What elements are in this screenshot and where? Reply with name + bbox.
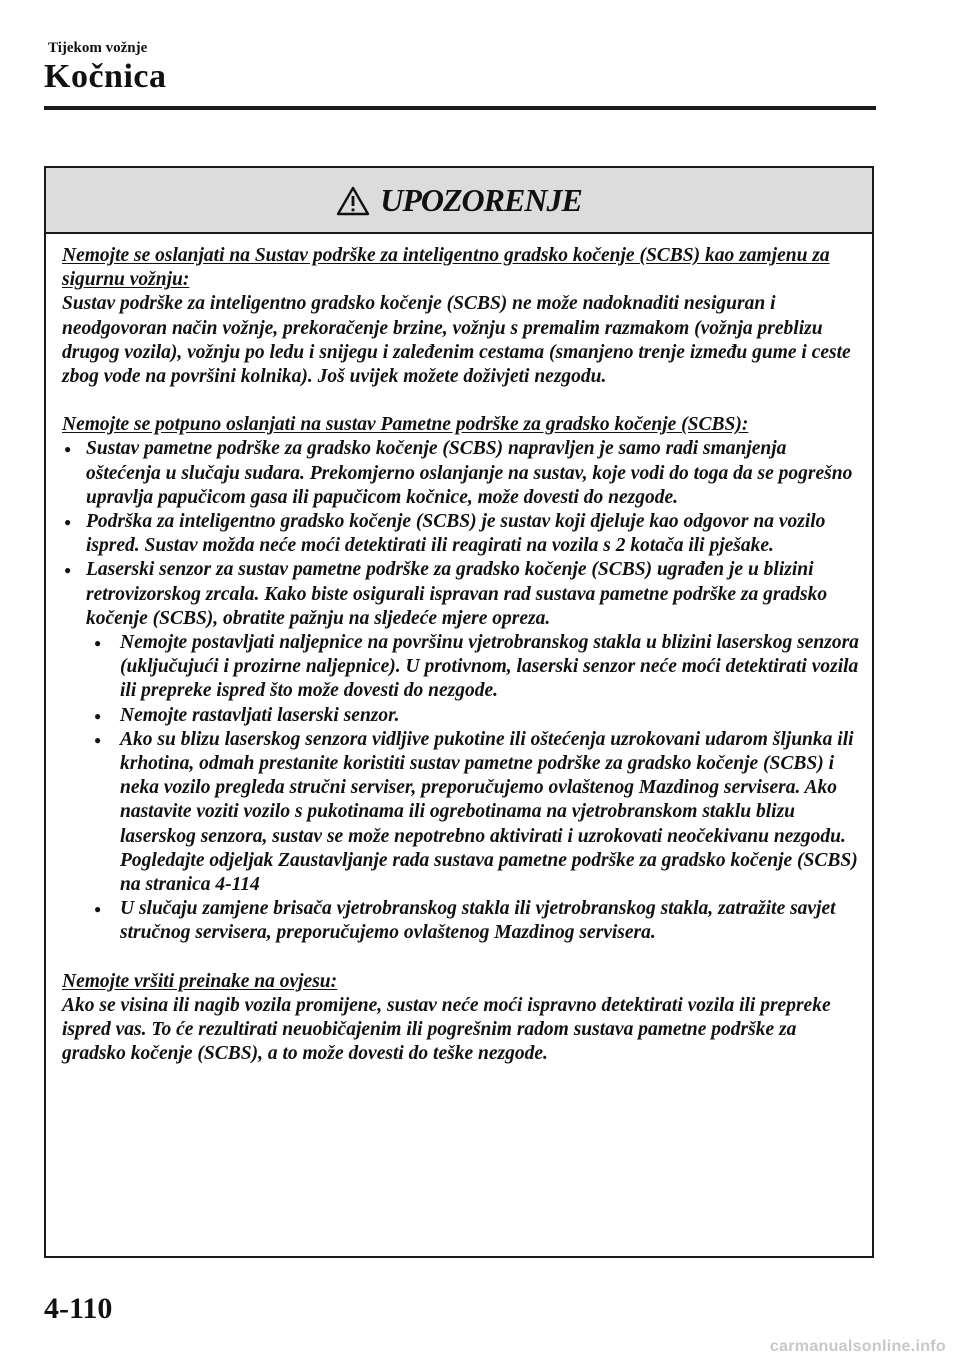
- list-item: ● Nemojte postavljati naljepnice na površinu vjetrobranskog stakla u blizini laserskog senzora (uključujući i prozirne naljepnice). U protivnom, laserski senzor neće moći detektirati vozila ili prepreke ispred što može dovesti do nezgode.: [92, 631, 860, 704]
- page-title: Kočnica: [44, 58, 167, 95]
- list-item: ● Sustav pametne podrške za gradsko kočenje (SCBS) napravljen je samo radi smanjenja oštećenja u slučaju sudara. Prekomjerno oslanjanje na sustav, koje vodi do toga da se pogrešno upravlja papučicom gasa ili papučicom kočnice, može dovesti do nezgode.: [62, 437, 860, 510]
- list-item: ● U slučaju zamjene brisača vjetrobranskog stakla ili vjetrobranskog stakla, zatražite savjet stručnog servisera, preporučujemo ovlaštenog Mazdinog servisera.: [92, 897, 860, 945]
- title-divider: [44, 106, 876, 110]
- warning-section-suspension: [62, 970, 860, 1067]
- warning-header: [46, 168, 872, 234]
- warning-box: [44, 166, 874, 1258]
- list-item: ● Nemojte rastavljati laserski senzor.: [92, 704, 860, 728]
- section-heading: Nemojte se potpuno oslanjati na sustav Pametne podrške za gradsko kočenje (SCBS):: [62, 414, 749, 436]
- warning-section-scbs-substitute: [62, 244, 860, 389]
- warning-triangle-icon: [336, 186, 370, 216]
- watermark: carmanualsonline.info: [769, 1338, 946, 1355]
- sub-bullet-list: [92, 631, 860, 946]
- list-item: ● Podrška za inteligentno gradsko kočenje (SCBS) je sustav koji djeluje kao odgovor na vozilo ispred. Sustav možda neće moći detektirati ili reagirati na vozila s 2 kotača ili pješake.: [62, 510, 860, 558]
- list-item: ● Ako su blizu laserskog senzora vidljive pukotine ili oštećenja uzrokovani udarom šljunka ili krhotina, odmah prestanite koristiti sustav pametne podrške za gradsko kočenje (SCBS) i neka vozilo pregleda stručni serviser, preporučujemo ovlaštenog Mazdinog servisera. Ako nastavite voziti vozilo s pukotinama ili ogrebotinama na vjetrobranskom staklu blizu laserskog senzora, sustav se može nepotrebno aktivirati i uzrokovati neočekivanu nezgodu. Pogledajte odjeljak Zaustavljanje rada sustava pametne podrške za gradsko kočenje (SCBS) na stranica 4-114: [92, 728, 860, 897]
- bullet-list: [62, 437, 860, 631]
- section-text: Ako se visina ili nagib vozila promijene, sustav neće moći ispravno detektirati vozila ili prepreke ispred vas. To će rezultirati neuobičajenim ili pogrešnim radom sustava pametne podrške za gradsko kočenje (SCBS), a to može dovesti do teške nezgode.: [62, 994, 831, 1065]
- section-heading: Nemojte se oslanjati na Sustav podrške za inteligentno gradsko kočenje (SCBS) kao zamjenu za sigurnu vožnju:: [62, 245, 830, 291]
- page-number: 4-110: [44, 1292, 113, 1325]
- chapter-label: Tijekom vožnje: [48, 40, 148, 56]
- warning-body: [46, 234, 872, 1067]
- section-text: Sustav podrške za inteligentno gradsko kočenje (SCBS) ne može nadoknaditi nesiguran i neodgovoran način vožnje, prekoračenje brzine, vožnju s premalim razmakom (vožnja preblizu drugog vozila), vožnju po ledu i snijegu i zaleđenim cestama (smanjeno trenje između gume i ceste zbog vode na površini kolnika). Još uvijek možete doživjeti nezgodu.: [62, 293, 851, 388]
- warning-label: UPOZORENJE: [380, 181, 582, 218]
- warning-section-scbs-reliance: [62, 413, 860, 945]
- section-heading: Nemojte vršiti preinake na ovjesu:: [62, 970, 338, 992]
- list-item: ● Laserski senzor za sustav pametne podrške za gradsko kočenje (SCBS) ugrađen je u blizini retrovizorskog zrcala. Kako biste osigurali ispravan rad sustava pametne podrške za gradsko kočenje (SCBS), obratite pažnju na sljedeće mjere opreza.: [62, 558, 860, 631]
